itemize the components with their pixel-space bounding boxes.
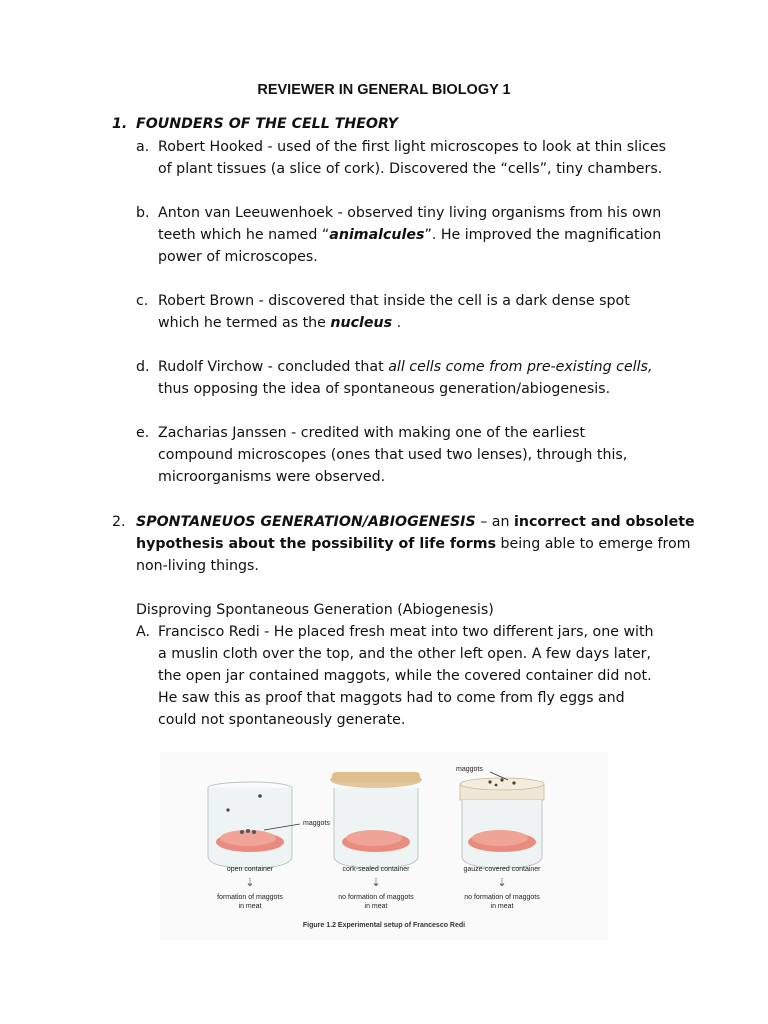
result-cork-line1: no formation of maggots	[338, 894, 414, 901]
item-b-line2	[158, 224, 661, 246]
redi-experiment-figure	[160, 752, 608, 940]
section2-line1	[136, 511, 695, 533]
item-A-line2: a muslin cloth over the top, and the other left open. A few days later,	[158, 646, 652, 662]
item-c-line1: Robert Brown - discovered that inside the cell is a dark dense spot	[158, 293, 630, 309]
item-e-line1: Zacharias Janssen - credited with making one of the earliest	[158, 425, 586, 441]
item-e-line2: compound microscopes (ones that used two lenses), through this,	[158, 447, 628, 463]
item-a-letter: a.	[136, 139, 150, 155]
section1-heading: FOUNDERS OF THE CELL THEORY	[136, 116, 398, 132]
result-gauze-line1: no formation of maggots	[464, 894, 540, 901]
section2-line1-mid: – an	[475, 514, 514, 530]
down-arrow-icon: ⇣	[497, 877, 507, 889]
section2-line2	[136, 533, 690, 555]
section2-subheading: Disproving Spontaneous Generation (Abiogenesis)	[136, 602, 494, 618]
item-c-line2	[158, 312, 401, 334]
section2-heading: SPONTANEUOS GENERATION/ABIOGENESIS	[136, 514, 476, 530]
gauze-covered-jar	[460, 772, 544, 868]
item-c-letter: c.	[136, 293, 149, 309]
section1-number: 1.	[112, 116, 128, 132]
item-A-letter: A.	[136, 624, 150, 640]
item-b-line2-post: ”. He improved the magnification	[424, 227, 662, 243]
item-d-italic: all cells come from pre-existing cells,	[388, 359, 653, 375]
term-animalcules: animalcules	[329, 227, 425, 243]
section2-number: 2.	[112, 514, 126, 530]
open-jar	[208, 782, 300, 868]
item-d-letter: d.	[136, 359, 150, 375]
container-label-gauze: gauze-covered container	[463, 866, 541, 873]
item-e-line3: microorganisms were observed.	[158, 469, 386, 485]
down-arrow-icon: ⇣	[245, 877, 255, 889]
result-cork-line2: in meat	[364, 903, 388, 910]
item-e-letter: e.	[136, 425, 150, 441]
item-b-line2-pre: teeth which he named “	[158, 227, 330, 243]
page-title: REVIEWER IN GENERAL BIOLOGY 1	[257, 82, 511, 98]
section2-line2-bold: hypothesis about the possibility of life forms	[136, 536, 497, 552]
result-gauze-line2: in meat	[490, 903, 514, 910]
item-d-line1	[158, 356, 652, 378]
term-nucleus: nucleus	[330, 315, 393, 331]
figure-caption: Figure 1.2 Experimental setup of Francesco Redi	[302, 922, 466, 929]
section2-line3: non-living things.	[136, 558, 259, 574]
result-open-line1: formation of maggots	[217, 894, 283, 901]
item-A-line4: He saw this as proof that maggots had to come from fly eggs and	[158, 690, 625, 706]
item-A-line1: Francisco Redi - He placed fresh meat into two different jars, one with	[158, 624, 654, 640]
section2-line2-post: being able to emerge from	[496, 536, 691, 552]
item-c-line2-pre: which he termed as the	[158, 315, 331, 331]
maggots-label-open: maggots	[303, 820, 330, 827]
result-open-line2: in meat	[238, 903, 262, 910]
item-b-line1: Anton van Leeuwenhoek - observed tiny living organisms from his own	[158, 205, 662, 221]
down-arrow-icon: ⇣	[371, 877, 381, 889]
item-a-line1: Robert Hooked - used of the first light microscopes to look at thin slices	[158, 139, 666, 155]
maggots-label-gauze: maggots	[456, 766, 483, 773]
item-A-line3: the open jar contained maggots, while the covered container did not.	[158, 668, 652, 684]
section2-line1-bold: incorrect and obsolete	[514, 514, 695, 530]
item-d-line2: thus opposing the idea of spontaneous generation/abiogenesis.	[158, 381, 611, 397]
container-label-cork: cork-sealed container	[342, 866, 410, 873]
item-d-line1-pre: Rudolf Virchow - concluded that	[158, 359, 389, 375]
item-b-line3: power of microscopes.	[158, 249, 318, 265]
item-A-line5: could not spontaneously generate.	[158, 712, 406, 728]
item-a-line2: of plant tissues (a slice of cork). Discovered the “cells”, tiny chambers.	[158, 161, 663, 177]
container-label-open: open container	[226, 866, 274, 873]
item-c-line2-post: .	[392, 315, 402, 331]
item-b-letter: b.	[136, 205, 150, 221]
